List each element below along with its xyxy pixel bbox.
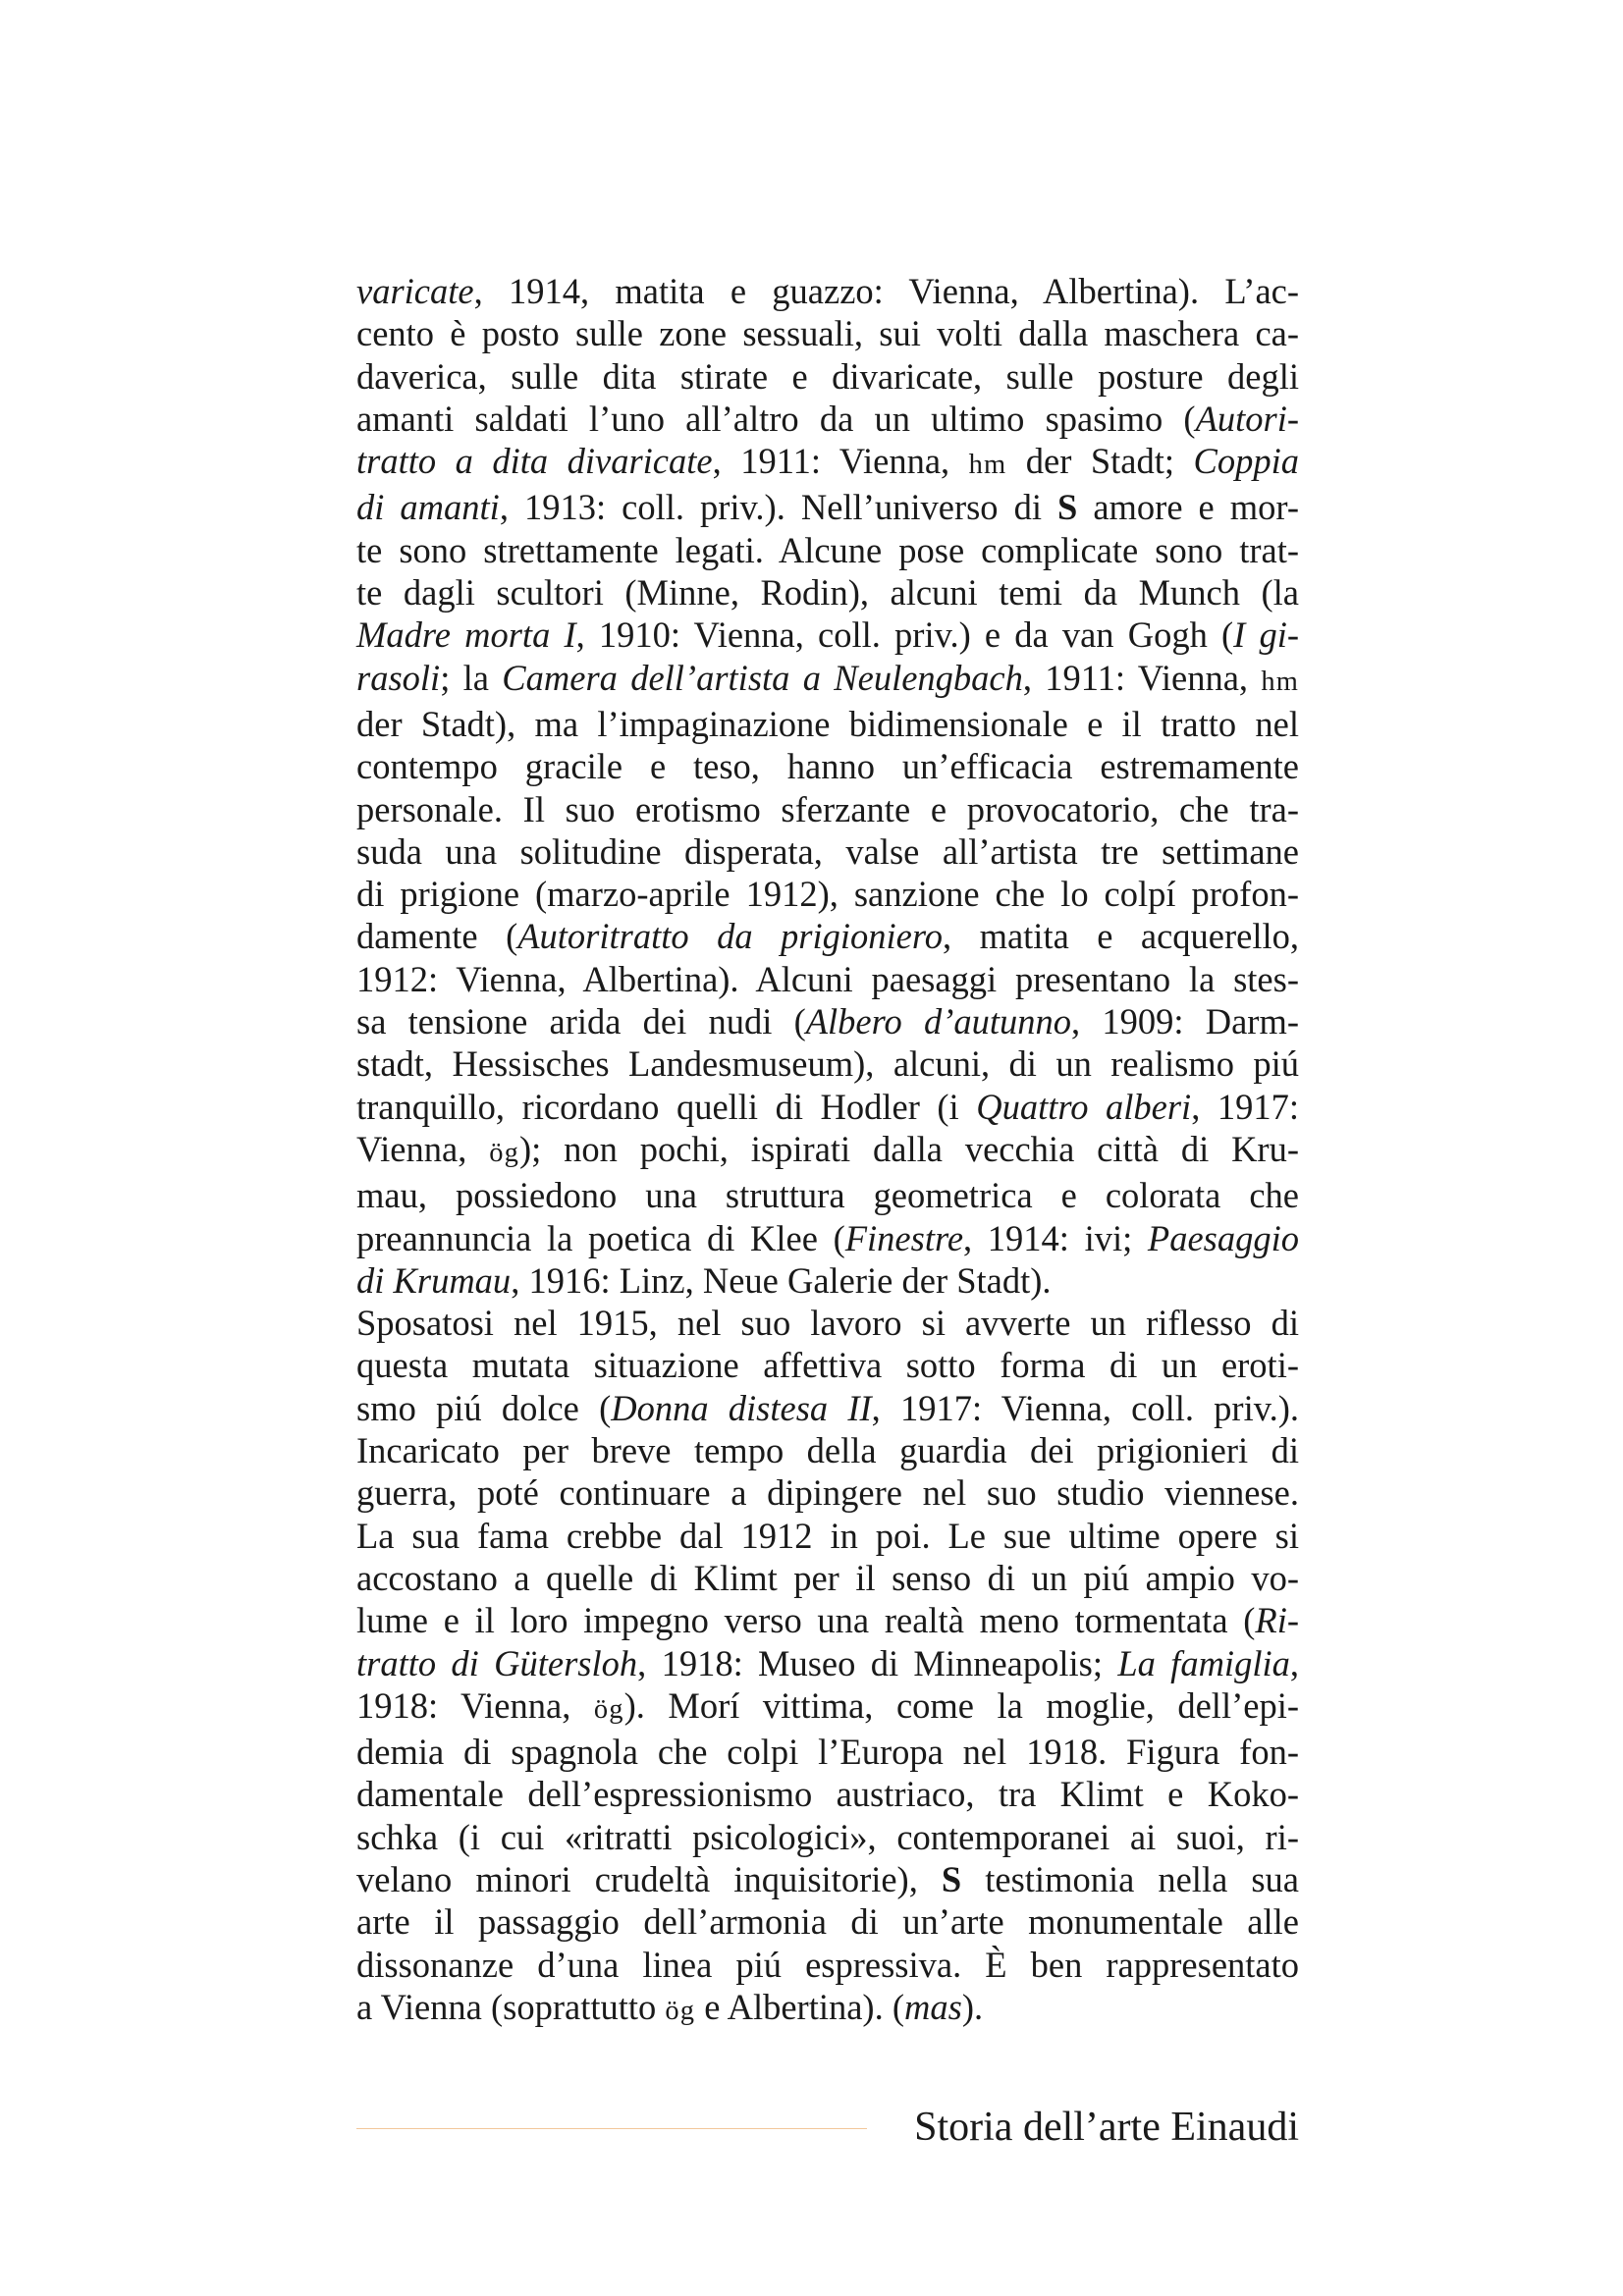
text-line [356,1773,1299,1815]
text-segment: personale. Il suo erotismo sferzante e provocatorio, che tra- [356,788,1299,829]
text-line [356,1471,1299,1514]
text-line [356,1642,1299,1684]
text-segment: dissonanze d’una linea piú espressiva. È ben rappresentato [356,1944,1299,1985]
italic-text: rasoli [356,657,441,698]
text-segment: , 1910: Vienna, coll. priv.) e da van Gogh ( [575,614,1234,656]
italic-text: Albero d’autunno [805,1001,1072,1042]
text-segment: e Albertina). ( [695,1986,904,2027]
text-segment: ). [961,1986,984,2027]
text-line [356,1259,1299,1302]
text-line [356,1302,1299,1344]
italic-text: I gi- [1233,614,1299,656]
text-segment: amore e mor- [1077,487,1299,528]
text-segment: , 1909: Darm- [1071,1001,1299,1042]
text-line [356,440,1299,486]
text-segment: sa tensione arida dei nudi ( [356,1001,806,1042]
text-line [356,745,1299,787]
italic-text: Madre morta I [356,614,576,656]
text-line [356,1387,1299,1429]
text-segment: Incaricato per breve tempo della guardia dei prigionieri di [356,1430,1299,1471]
text-line [356,657,1299,703]
text-line [356,1816,1299,1858]
italic-text: Donna distesa II [611,1387,872,1428]
italic-text: Autori- [1195,398,1299,439]
text-segment: velano minori crudeltà inquisitorie), [356,1858,942,1899]
text-segment: der Stadt; [1006,441,1194,482]
text-line [356,1684,1299,1731]
body-text [356,270,1299,2032]
italic-text: Finestre [844,1217,964,1258]
text-line [356,915,1299,957]
text-line [356,571,1299,614]
text-segment: arte il passaggio dell’armonia di un’arte monumentale alle [356,1901,1299,1943]
text-segment: tranquillo, ricordano quelli di Hodler (i [356,1086,977,1127]
text-segment: a Vienna (soprattutto [356,1986,666,2027]
smallcaps-text: ög [489,1137,519,1168]
text-segment: questa mutata situazione affettiva sotto forma di un eroti- [356,1345,1299,1386]
text-segment: , matita e acquerello, [943,916,1300,957]
smallcaps-text: ög [665,1995,696,2026]
text-line [356,788,1299,830]
text-segment: , [1289,1642,1299,1683]
text-segment: schka (i cui «ritratti psicologici», contemporanei ai suoi, ri- [356,1816,1299,1857]
text-segment: , 1917: [1191,1086,1299,1127]
text-segment: , 1911: Vienna, [1022,657,1262,698]
text-segment: Sposatosi nel 1915, nel suo lavoro si avverte un riflesso di [356,1303,1299,1344]
text-line [356,529,1299,571]
text-segment: ). Morí vittima, come la moglie, dell’epi- [623,1684,1299,1726]
text-segment: , 1916: Linz, Neue Galerie der Stadt). [511,1259,1052,1301]
text-segment: mau, possiedono una struttura geometrica e colorata che [356,1175,1299,1216]
italic-text: La famiglia [1117,1642,1290,1683]
text-line [356,398,1299,440]
italic-text: tratto di Gütersloh [356,1642,638,1683]
bold-text: S [1056,487,1078,528]
text-segment: 1912: Vienna, Albertina). Alcuni paesaggi presentano la stes- [356,958,1299,999]
text-segment: Vienna, [356,1128,490,1169]
text-segment: smo piú dolce ( [356,1387,612,1428]
text-segment: cento è posto sulle zone sessuali, sui volti dalla maschera ca- [356,313,1299,354]
text-segment: preannuncia la poetica di Klee ( [356,1217,845,1258]
text-line [356,1731,1299,1773]
text-line [356,1557,1299,1599]
text-segment: guerra, poté continuare a dipingere nel suo studio viennese. [356,1472,1299,1514]
text-line [356,614,1299,656]
text-segment: te sono strettamente legati. Alcune pose complicate sono trat- [356,529,1299,570]
text-line [356,1515,1299,1557]
text-line [356,1086,1299,1128]
italic-text: di amanti [356,487,500,528]
smallcaps-text: ög [593,1693,624,1725]
italic-text: Camera dell’artista a Neulengbach [502,657,1023,698]
italic-text: Coppia [1193,441,1300,482]
text-segment: di prigione (marzo-aprile 1912), sanzione che lo colpí profon- [356,874,1299,915]
text-segment: , 1911: Vienna, [712,441,969,482]
text-line [356,1944,1299,1986]
text-line [356,1174,1299,1216]
text-line [356,703,1299,745]
text-segment: te dagli scultori (Minne, Rodin), alcuni temi da Munch (la [356,572,1299,614]
italic-text: mas [904,1986,962,2027]
text-segment: contempo gracile e teso, hanno un’efficacia estremamente [356,746,1299,787]
text-line [356,1217,1299,1259]
bold-text: S [941,1858,962,1899]
italic-text: Paesaggio [1147,1217,1299,1258]
italic-text: Quattro alberi [976,1086,1192,1127]
italic-text: Ri- [1255,1600,1299,1641]
text-segment: amanti saldati l’uno all’altro da un ultimo spasimo ( [356,398,1196,439]
text-line [356,355,1299,398]
text-segment: 1918: Vienna, [356,1684,594,1726]
smallcaps-text: hm [1261,666,1299,697]
text-line [356,1858,1299,1900]
italic-text: Autoritratto da prigioniero [517,916,943,957]
text-line [356,270,1299,312]
text-line [356,1042,1299,1085]
text-segment: , 1913: coll. priv.). Nell’universo di [499,487,1057,528]
text-line [356,1599,1299,1641]
footer-rule [356,2128,867,2129]
text-segment: ; la [440,657,503,698]
text-segment: damentale dell’espressionismo austriaco, tra Klimt e Koko- [356,1774,1299,1815]
text-segment: , 1918: Museo di Minneapolis; [637,1642,1118,1683]
text-line [356,1000,1299,1042]
text-segment: accostano a quelle di Klimt per il senso di un piú ampio vo- [356,1557,1299,1598]
text-segment: suda una solitudine disperata, valse all’artista tre settimane [356,830,1299,872]
text-line [356,958,1299,1000]
text-segment: , 1914: ivi; [963,1217,1148,1258]
text-line [356,312,1299,354]
footer-title: Storia dell’arte Einaudi [914,2105,1299,2150]
text-segment: , 1917: Vienna, coll. priv.). [871,1387,1299,1428]
text-line [356,873,1299,915]
text-line [356,1900,1299,1943]
text-line [356,1429,1299,1471]
text-segment: der Stadt), ma l’impaginazione bidimensionale e il tratto nel [356,703,1299,744]
text-segment: daverica, sulle dita stirate e divaricate, sulle posture degli [356,355,1299,397]
text-line [356,1128,1299,1174]
text-segment: demia di spagnola che colpi l’Europa nel 1918. Figura fon- [356,1732,1299,1773]
text-segment: lume e il loro impegno verso una realtà meno tormentata ( [356,1600,1256,1641]
text-segment: testimonia nella sua [961,1858,1299,1899]
text-segment: damente ( [356,916,518,957]
text-line [356,1986,1299,2032]
text-line [356,486,1299,528]
text-segment: , 1914, matita e guazzo: Vienna, Albertina). L’ac- [473,271,1299,311]
text-line [356,1344,1299,1386]
text-segment: La sua fama crebbe dal 1912 in poi. Le sue ultime opere si [356,1515,1299,1556]
text-segment: stadt, Hessisches Landesmuseum), alcuni, di un realismo piú [356,1043,1299,1085]
italic-text: di Krumau [356,1259,512,1301]
text-segment: ); non pochi, ispirati dalla vecchia città di Kru- [518,1128,1299,1169]
smallcaps-text: hm [968,450,1007,481]
text-line [356,830,1299,873]
italic-text: tratto a dita divaricate [356,441,713,482]
italic-text: varicate [356,271,474,311]
